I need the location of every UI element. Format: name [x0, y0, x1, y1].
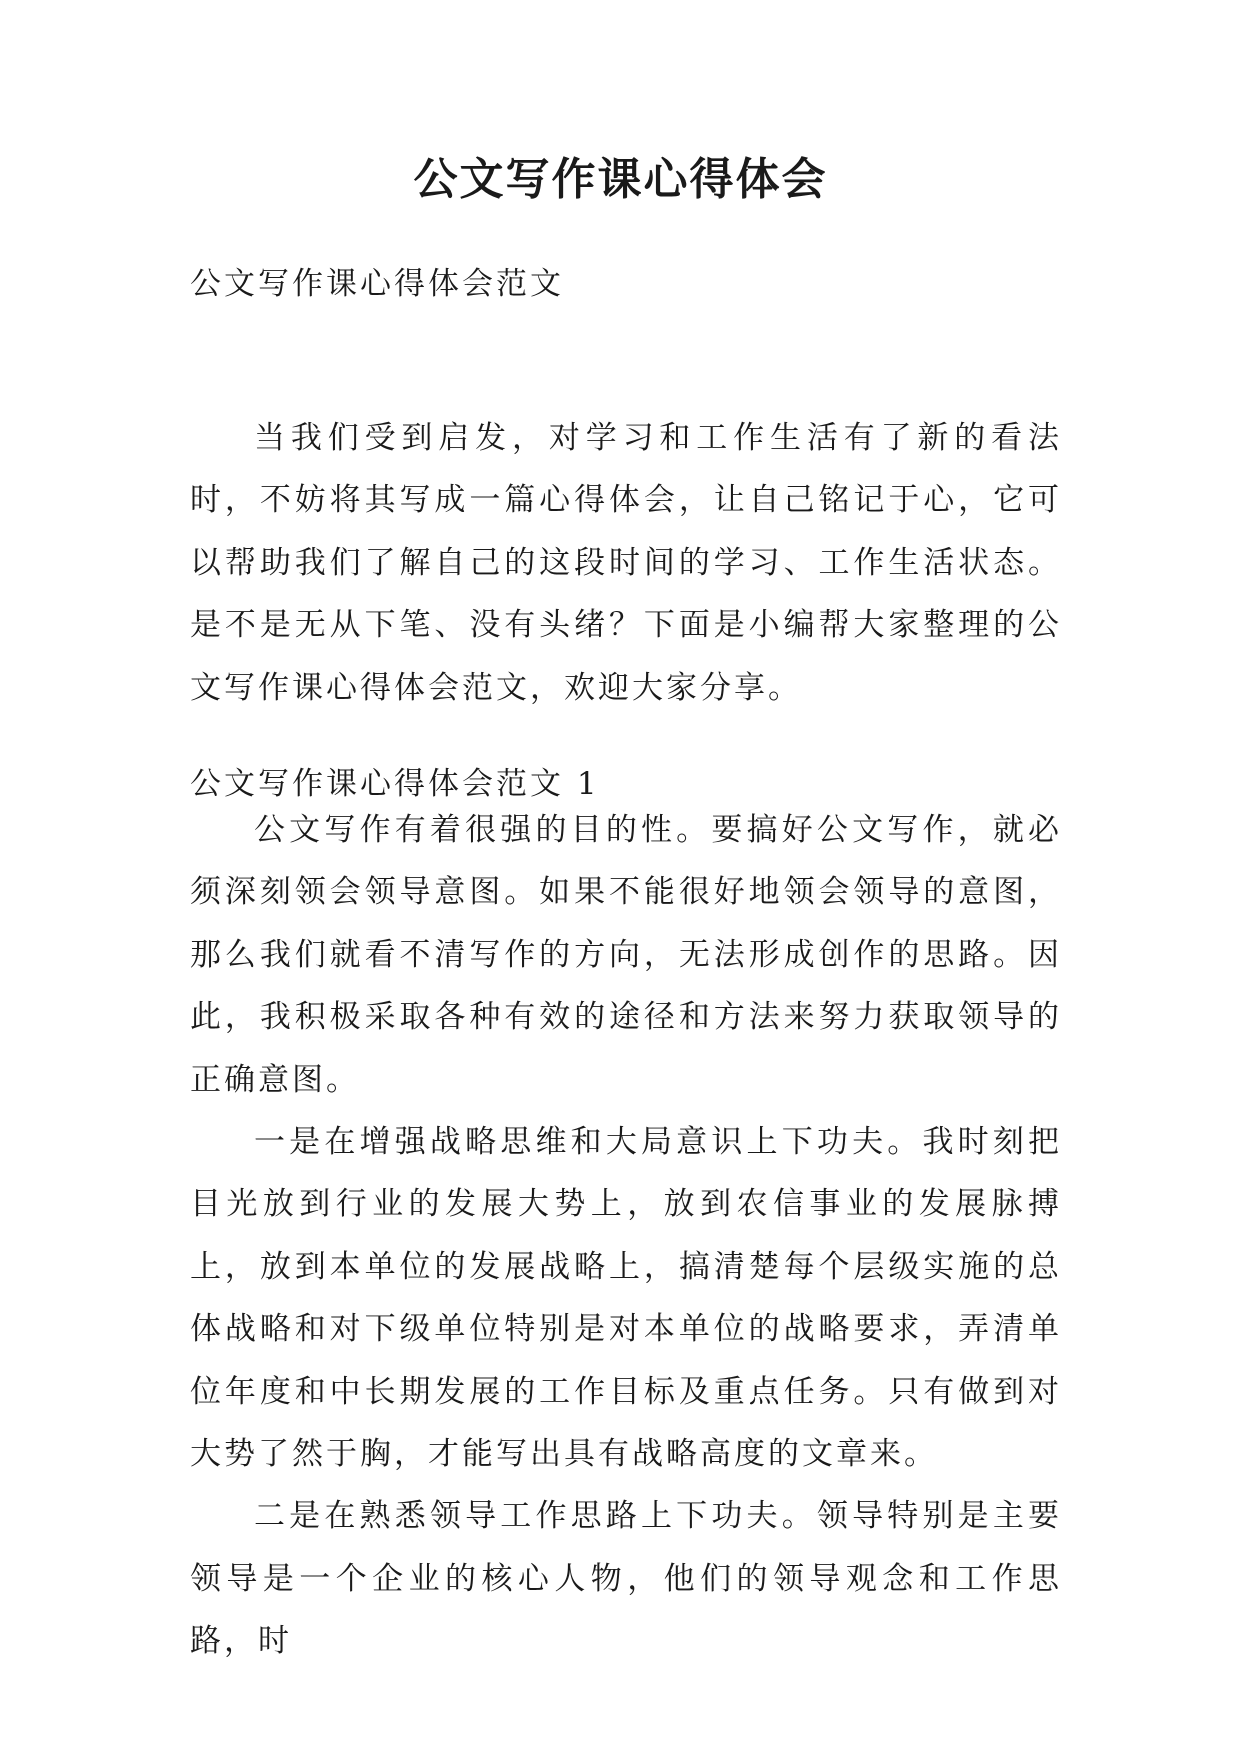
intro-section	[190, 407, 1062, 719]
body-paragraph-3: 二是在熟悉领导工作思路上下功夫。领导特别是主要领导是一个企业的核心人物，他们的领导观念和工作思路，时	[190, 1498, 1062, 1660]
body-section	[190, 799, 1062, 1673]
intro-paragraph: 当我们受到启发，对学习和工作生活有了新的看法时，不妨将其写成一篇心得体会，让自己铭记于心，它可以帮助我们了解自己的这段时间的学习、工作生活状态。是不是无从下笔、没有头绪？下面是小编帮大家整理的公文写作课心得体会范文，欢迎大家分享。	[190, 420, 1062, 706]
document-subtitle: 公文写作课心得体会范文	[190, 266, 564, 302]
document-title: 公文写作课心得体会	[413, 154, 828, 205]
body-paragraph-2: 一是在增强战略思维和大局意识上下功夫。我时刻把目光放到行业的发展大势上，放到农信事业的发展脉搏上，放到本单位的发展战略上，搞清楚每个层级实施的总体战略和对下级单位特别是对本单位的战略要求，弄清单位年度和中长期发展的工作目标及重点任务。只有做到对大势了然于胸，才能写出具有战略高度的文章来。	[190, 1124, 1062, 1473]
section-heading: 公文写作课心得体会范文 1	[190, 766, 600, 802]
body-paragraph-1: 公文写作有着很强的目的性。要搞好公文写作，就必须深刻领会领导意图。如果不能很好地领会领导的意图，那么我们就看不清写作的方向，无法形成创作的思路。因此，我积极采取各种有效的途径和方法来努力获取领导的正确意图。	[190, 812, 1062, 1098]
